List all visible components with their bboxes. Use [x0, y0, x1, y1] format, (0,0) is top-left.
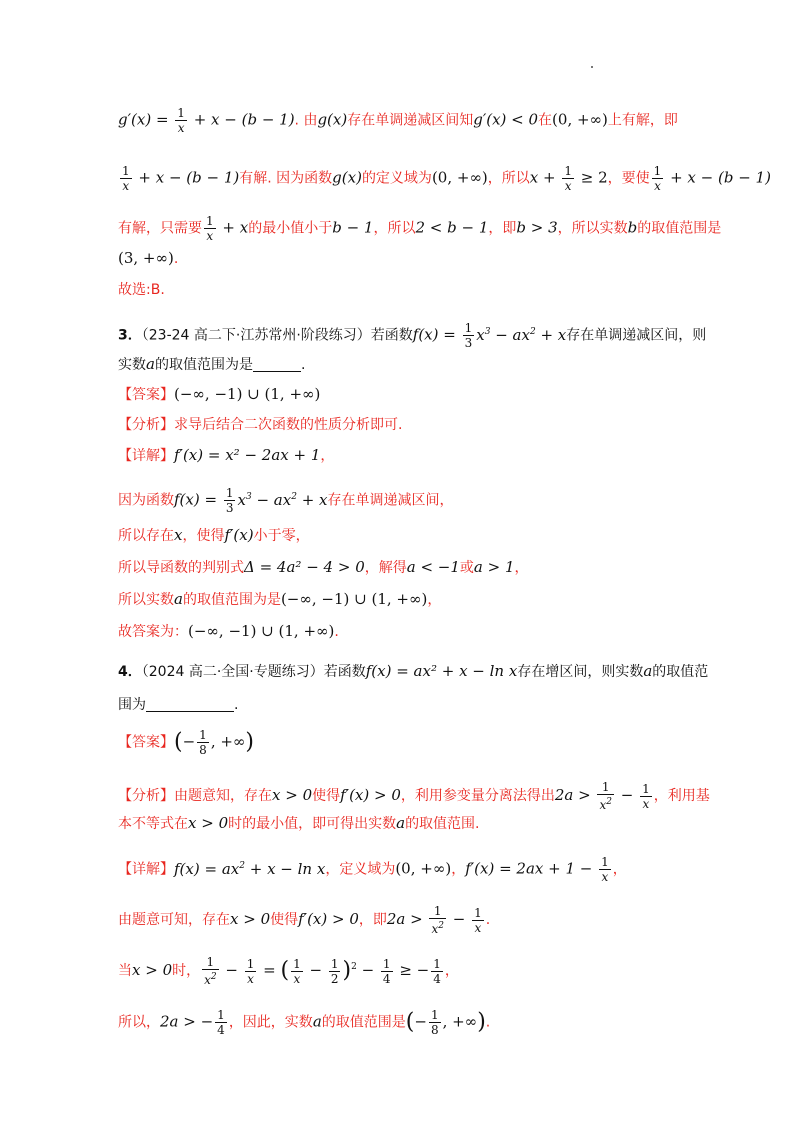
q3-answer: 【答案】(−∞, −1) ∪ (1, +∞) — [118, 385, 321, 403]
q4-stem-line1: 4．（2024 高二·全国·专题练习）若函数f(x) = ax² + x − ln x存在增区间，则实数a的取值范 — [118, 662, 709, 680]
answer-blank — [146, 711, 234, 712]
q4-detail-line3: 当x > 0时， $\frac{1}{x^2}$ − $\frac{1}{x}$ = ( $\frac{1}{x}$ − $\frac{1}{2}$ )$^2$ − $\frac{1}{4}$ ≥ − $\frac{1}{4}$ ， — [118, 955, 459, 987]
p1-line3: 有解，只需要 $\frac{1}{x}$ + x的最小值小于b − 1，所以2 < b − 1，即b > 3，所以实数b的取值范围是 — [118, 214, 722, 243]
q4-answer: 【答案】(− $\frac{1}{8}$ , +∞) — [118, 728, 255, 757]
p1-line1: g′(x) = $\frac{1}{x}$ + x − (b − 1). 由g(x)存在单调递减区间知g′(x) < 0在(0, +∞)上有解，即 — [118, 106, 678, 135]
q3-detail-line2: 所以存在x，使得f′(x)小于零， — [118, 526, 310, 544]
q4-detail-line2: 由题意可知，存在x > 0使得f′(x) > 0，即2a > $\frac{1}{x^2}$ − $\frac{1}{x}$ . — [118, 904, 491, 936]
q4-analysis-line1: 【分析】由题意知，存在x > 0使得f′(x) > 0，利用参变量分离法得出2a > $\frac{1}{x^2}$ − $\frac{1}{x}$ ，利用基 — [118, 780, 710, 812]
p1-line4: (3, +∞). — [118, 249, 179, 267]
q3-stem-line1: 3．（23-24 高二下·江苏常州·阶段练习）若函数f(x) = $\frac{1}{3}$ $x^3 - ax^2 + x$存在单调递减区间，则 — [118, 321, 707, 350]
q3-detail: 【详解】f′(x) = x² − 2ax + 1， — [118, 446, 335, 464]
frac-1-over-x: $\frac{1}{x}$ — [177, 106, 185, 135]
p1-line2: $\frac{1}{x}$ + x − (b − 1)有解. 因为函数g(x)的定义域为(0, +∞)，所以x + $\frac{1}{x}$ ≥ 2，要使 $\frac{1}{x}$ + x − (b − 1) — [122, 164, 771, 193]
q4-detail-line1: 【详解】$f(x) = ax^2 + x - \ln x$，定义域为(0, +∞)，f′(x) = 2ax + 1 − $\frac{1}{x}$ ， — [118, 855, 627, 884]
q4-stem-line2: 围为 . — [118, 697, 239, 713]
q4-analysis-line2: 本不等式在x > 0时的最小值，即可得出实数a的取值范围. — [118, 814, 480, 832]
q3-final: 故答案为：(−∞, −1) ∪ (1, +∞). — [118, 622, 339, 640]
q3-analysis: 【分析】求导后结合二次函数的性质分析即可. — [118, 417, 403, 433]
p1-choice: 故选:B. — [118, 282, 165, 298]
q3-detail-line1: 因为函数f(x) = $\frac{1}{3}$ $x^3 - ax^2 + x$存在单调递减区间， — [118, 486, 454, 515]
q3-detail-line4: 所以实数a的取值范围为是(−∞, −1) ∪ (1, +∞)， — [118, 590, 442, 608]
page-dot — [591, 66, 593, 68]
answer-blank — [253, 371, 301, 372]
q3-detail-line3: 所以导函数的判别式Δ = 4a² − 4 > 0，解得a < −1或a > 1， — [118, 558, 529, 576]
q4-detail-line4: 所以，2a > − $\frac{1}{4}$ ，因此，实数a的取值范围是(− $\frac{1}{8}$ , +∞). — [118, 1008, 491, 1037]
q3-stem-line2: 实数a的取值范围为是 . — [118, 355, 306, 373]
